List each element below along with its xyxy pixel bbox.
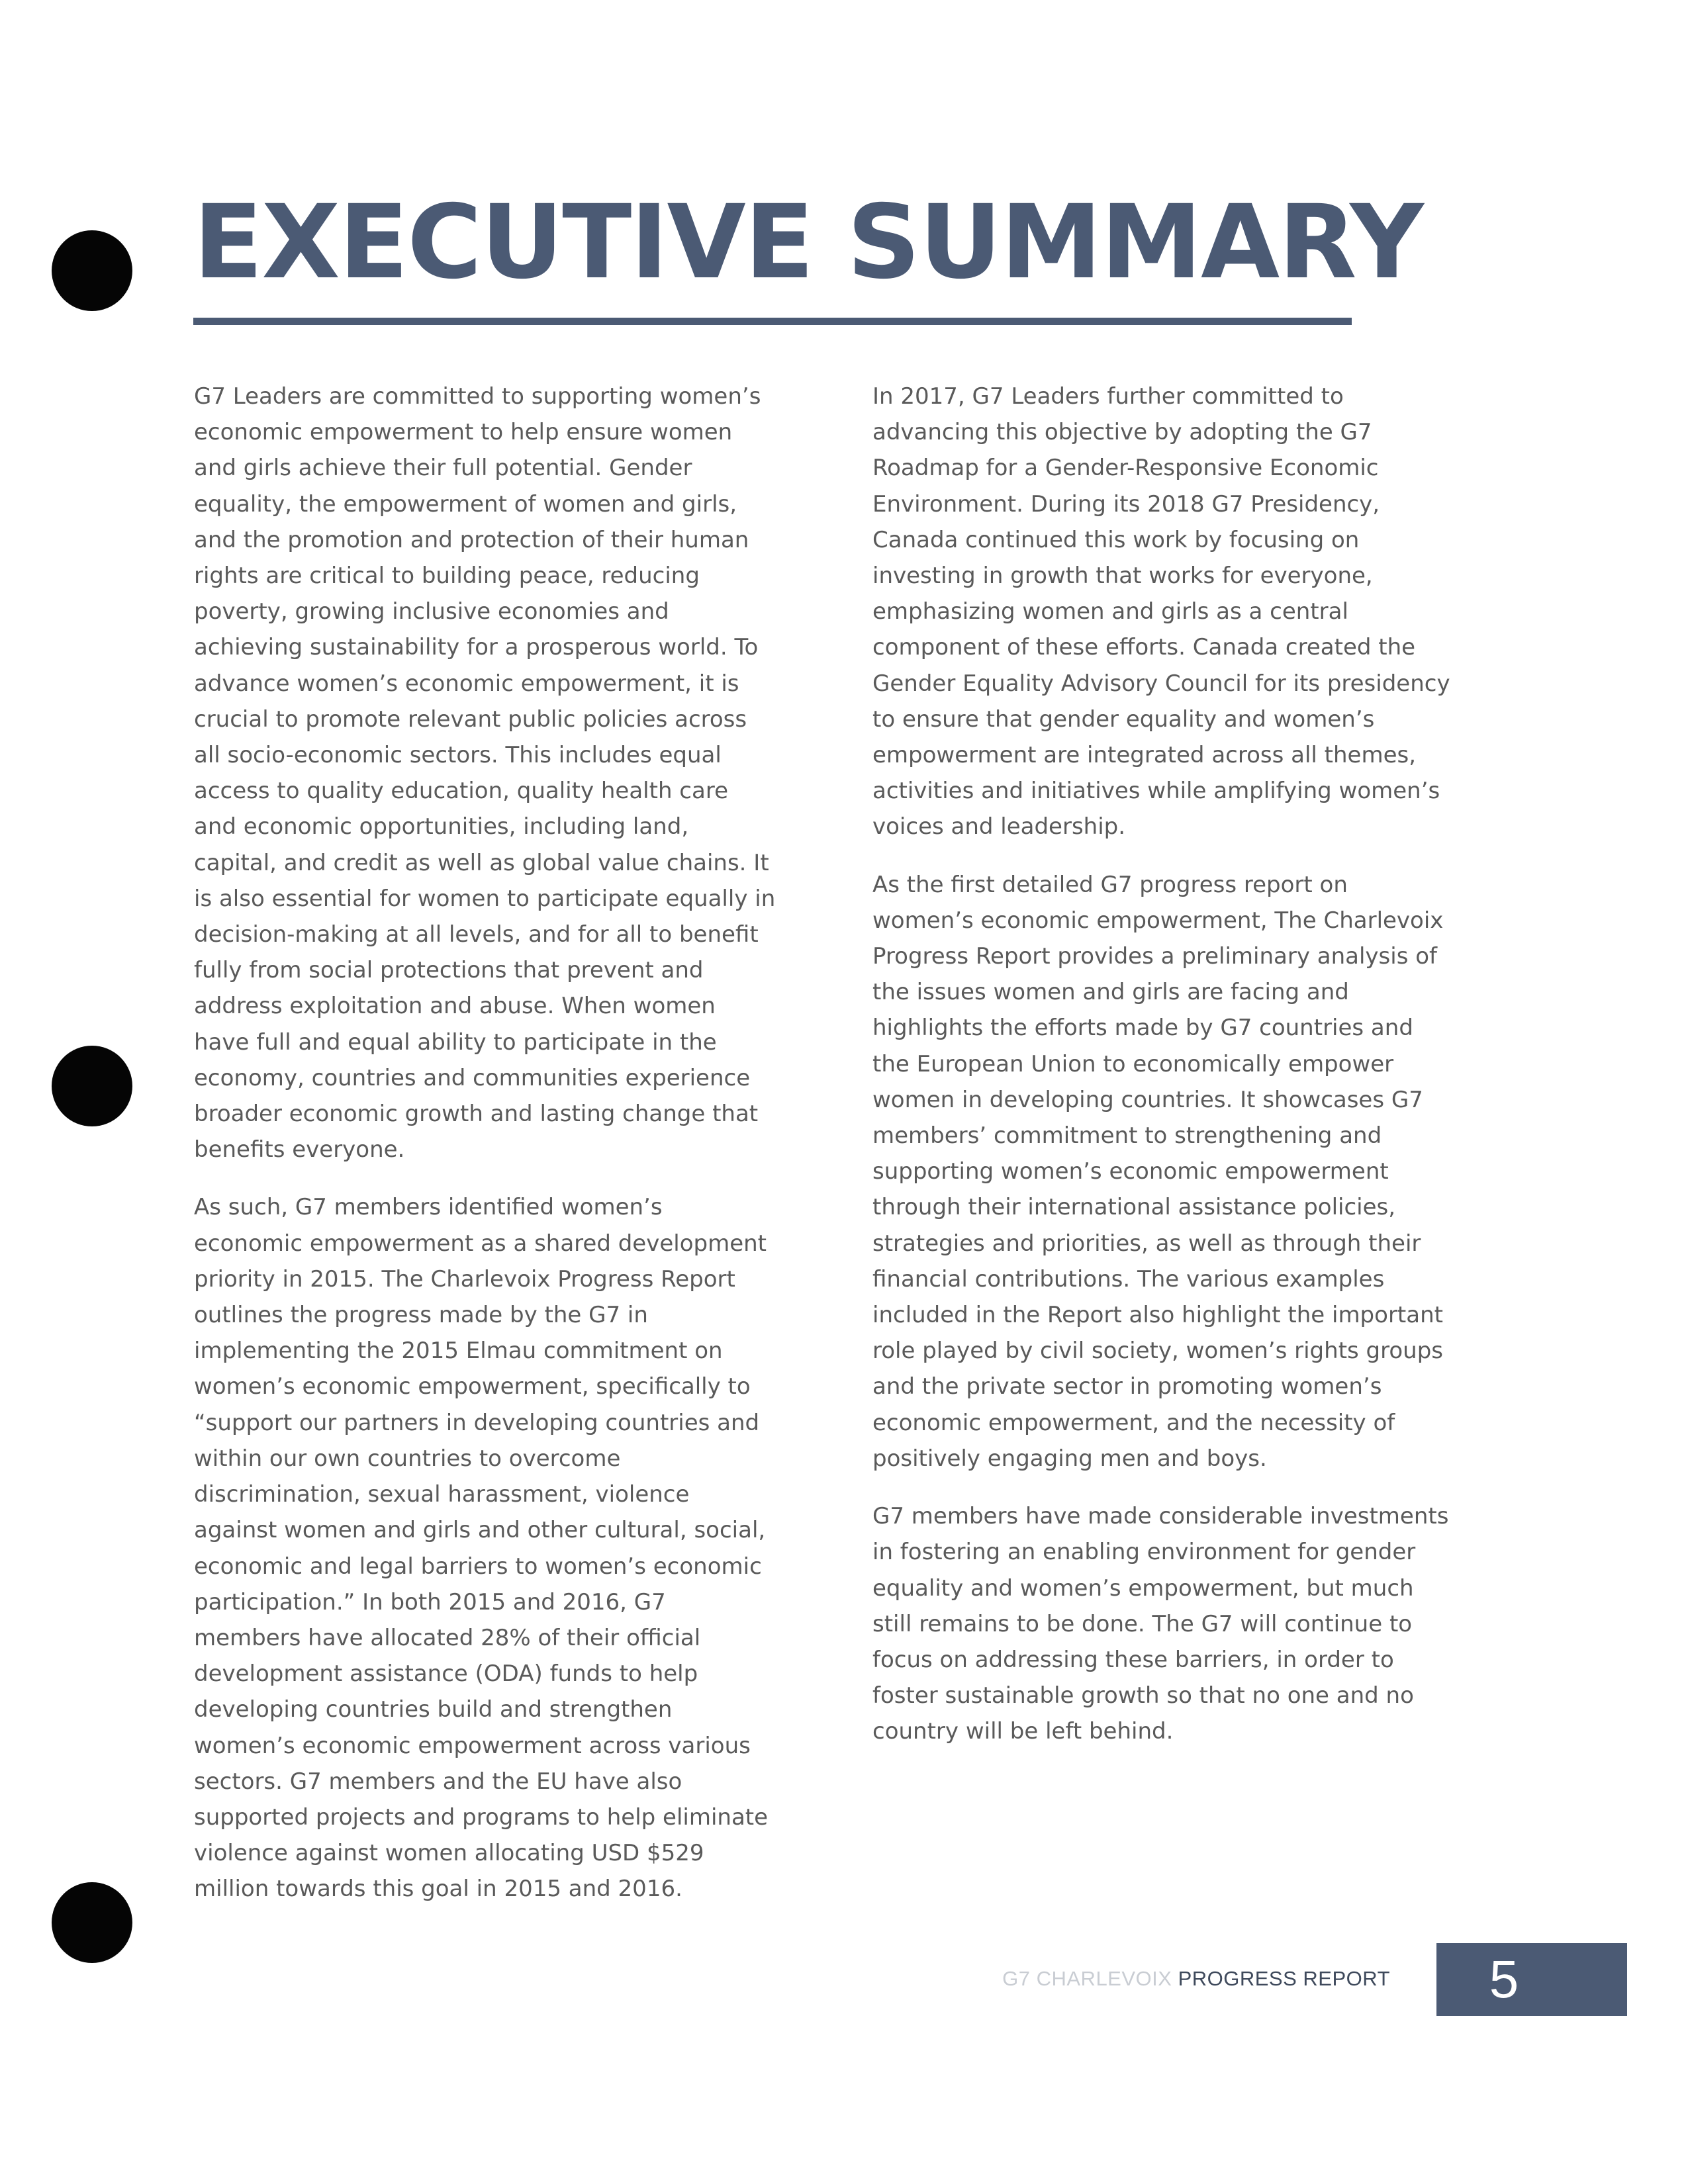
page-title: EXECUTIVE SUMMARY bbox=[193, 183, 1423, 302]
punch-hole-top bbox=[52, 230, 132, 311]
footer-report-prefix: G7 CHARLEVOIX bbox=[1002, 1967, 1178, 1990]
paragraph: As such, G7 members identified women’s economic empowerment as a shared development priority in 2015. The Charlevoix Progress Report outlines the progress made by the G7 in implementing the 2015 Elmau commitment on women’s economic empowerment, specifically to “support our partners in developing countries and within our own countries to overcome discrimination, sexual harassment, violence against women and girls and other cultural, social, economic and legal barriers to women’s economic participation.” In both 2015 and 2016, G7 members have allocated 28% of their official development assistance (ODA) funds to help developing countries build and strengthen women’s economic empowerment across various sectors. G7 members and the EU have also supported projects and programs to help eliminate violence against women allocating USD $529 million towards this goal in 2015 and 2016. bbox=[194, 1194, 769, 1903]
footer-report-title bbox=[1002, 1967, 1390, 1991]
punch-hole-middle bbox=[52, 1046, 132, 1126]
title-underline bbox=[193, 318, 1352, 325]
right-column bbox=[872, 379, 1455, 1772]
paragraph: In 2017, G7 Leaders further committed to advancing this objective by adopting the G7 Roadmap for a Gender-Responsive Economic Environment. During its 2018 G7 Presidency, Canada continued this work by focusing on investing in growth that works for everyone, emphasizing women and girls as a central component of these efforts. Canada created the Gender Equality Advisory Council for its presidency to ensure that gender equality and women’s empowerment are integrated across all themes, activities and initiatives while amplifying women’s voices and leadership. bbox=[872, 383, 1450, 841]
page-number: 5 bbox=[1489, 1950, 1519, 2009]
paragraph: As the first detailed G7 progress report on women’s economic empowerment, The Charlevoix Progress Report provides a preliminary analysis of the issues women and girls are facing and highlights the efforts made by G7 countries and the European Union to economically empower women in developing countries. It showcases G7 members’ commitment to strengthening and supporting women’s economic empowerment through their international assistance policies, strategies and priorities, as well as through their financial contributions. The various examples included in the Report also highlight the important role played by civil society, women’s rights groups and the private sector in promoting women’s economic empowerment, and the necessity of positively engaging men and boys. bbox=[872, 871, 1444, 1472]
page-number-badge bbox=[1436, 1943, 1627, 2016]
footer-report-suffix: PROGRESS REPORT bbox=[1178, 1967, 1390, 1990]
paragraph: G7 Leaders are committed to supporting women’s economic empowerment to help ensure women and girls achieve their full potential. Gender equality, the empowerment of women and girls, and the promotion and protection of their human rights are critical to building peace, reducing poverty, growing inclusive economies and achieving sustainability for a prosperous world. To advance women’s economic empowerment, it is crucial to promote relevant public policies across all socio-economic sectors. This includes equal access to quality education, quality health care and economic opportunities, including land, capital, and credit as well as global value chains. It is also essential for women to participate equally in decision-making at all levels, and for all to benefit fully from social protections that prevent and address exploitation and abuse. When women have full and equal ability to participate in the economy, countries and communities experience broader economic growth and lasting change that benefits everyone. bbox=[194, 383, 776, 1163]
punch-hole-bottom bbox=[52, 1882, 132, 1963]
left-column bbox=[194, 379, 776, 1929]
paragraph: G7 members have made considerable investments in fostering an enabling environment for gender equality and women’s empowerment, but much still remains to be done. The G7 will continue to focus on addressing these barriers, in order to foster sustainable growth so that no one and no country will be left behind. bbox=[872, 1503, 1449, 1745]
